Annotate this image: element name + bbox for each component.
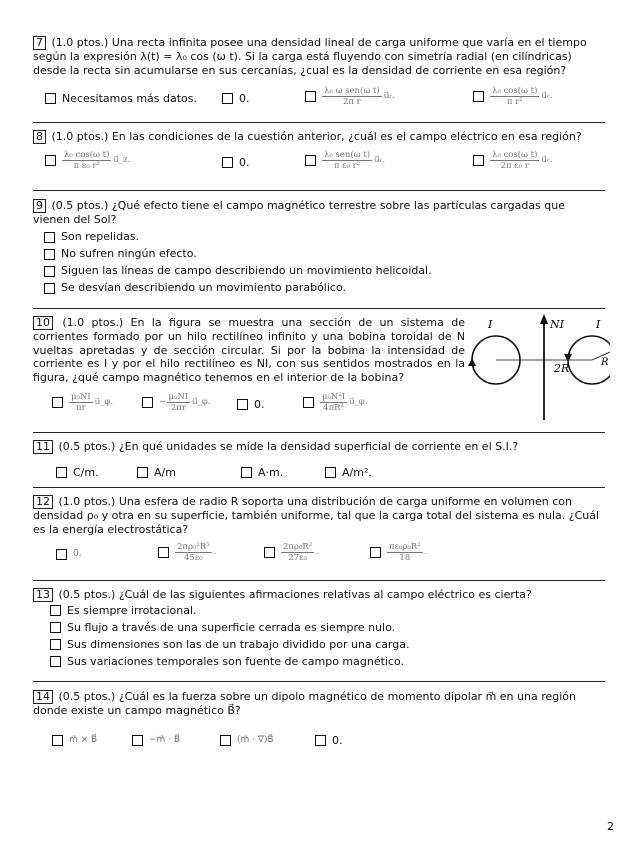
divider: [33, 308, 605, 309]
option[interactable]: C/m.: [56, 466, 99, 480]
checkbox[interactable]: [305, 155, 316, 166]
question-13: 13 (0.5 ptos.) ¿Cuál de las siguientes afirmaciones relativas al campo eléctrico es cierta? Es siempre irrotacional. Su flujo a través de una superficie cerrada es siempre nulo. Sus dimensiones son las de un trabajo dividido por una carga. Sus variaciones temporales son fuente de campo magnético.: [33, 588, 605, 672]
checkbox[interactable]: [241, 467, 252, 478]
option[interactable]: $\frac{\text{λ₀ cos(ω t)}}{\text{π ε₀ r²}}$ u⃗_z.: [45, 150, 130, 171]
checkbox[interactable]: [52, 735, 63, 746]
formula: $\frac{\text{μ₀NI}}{2\pi r}$: [168, 392, 189, 413]
arrow-down-icon: [468, 358, 476, 366]
option[interactable]: 0.: [237, 398, 265, 412]
option[interactable]: Su flujo a través de una superficie cerrada es siempre nulo.: [50, 619, 409, 636]
option[interactable]: (m⃗ · ∇⃗)B⃗: [220, 734, 274, 748]
checkbox[interactable]: [315, 735, 326, 746]
option[interactable]: $\frac{\text{2πρ₀R²}}{\text{27ε₀}}$ .: [264, 542, 319, 563]
divider: [33, 122, 605, 123]
option[interactable]: $\frac{\text{λ₀ sen(ω t)}}{\text{π ε₀ r²}}$ u⃗ᵣ.: [305, 150, 385, 171]
q9-options: [44, 229, 432, 297]
checkbox[interactable]: [45, 155, 56, 166]
q10-options: [0, 392, 600, 422]
checkbox[interactable]: [473, 91, 484, 102]
question-text: (1.0 ptos.) Una recta infinita posee una densidad lineal de carga uniforme que varía en el tiempo según la expresión λ(t) = λ₀ cos (ω t). Si la carga está fluyendo con simetría radial (en cilíndricas) desde la recta sin acumularse en sus cercanías, ¿cual es la densidad de corriente en esa región?: [33, 36, 587, 77]
option[interactable]: Se desvían describiendo un movimiento parabólico.: [44, 280, 432, 297]
formula: $\frac{\text{λ₀ sen(ω t)}}{\text{π ε₀ r²}}$: [324, 150, 371, 171]
option[interactable]: Son repelidas.: [44, 229, 432, 246]
option[interactable]: 0.: [56, 548, 82, 562]
question-11: 11 (0.5 ptos.) ¿En qué unidades se mide la densidad superficial de corriente en el S.I.?: [33, 440, 605, 454]
checkbox[interactable]: [473, 155, 484, 166]
divider: [33, 580, 605, 581]
question-8: 8 (1.0 ptos.) En las condiciones de la cuestión anterior, ¿cuál es el campo eléctrico en esa región?: [33, 130, 605, 144]
checkbox[interactable]: [56, 467, 67, 478]
option[interactable]: A·m.: [241, 466, 283, 480]
formula: $\frac{\text{λ₀ cos(ω t)}}{\text{2π ε₀ r}}$: [492, 150, 538, 171]
checkbox[interactable]: [142, 397, 153, 408]
divider: [33, 681, 605, 682]
checkbox[interactable]: [52, 397, 63, 408]
option[interactable]: Necesitamos más datos.: [45, 92, 197, 106]
checkbox[interactable]: [56, 549, 67, 560]
formula: $\frac{\text{2πρ₀R²}}{\text{27ε₀}}$: [283, 542, 313, 563]
option[interactable]: $\frac{\text{λ₀ ω sen(ω t)}}{\text{2π r}}$ u⃗ᵣ.: [305, 86, 395, 107]
question-number: 7: [33, 36, 46, 50]
q14-options: [0, 734, 600, 764]
option[interactable]: $\frac{\text{2πρ₀²R⁵}}{\text{45ε₀}}$ .: [158, 542, 216, 563]
formula: $\frac{\text{πε₀ρ₀R²}}{18}$: [389, 542, 421, 563]
q11-options: [0, 466, 600, 496]
formula: $\frac{\text{μ₀N²I}}{\text{4πR²}}$: [322, 392, 346, 413]
option[interactable]: Sus variaciones temporales son fuente de campo magnético.: [50, 653, 409, 670]
option[interactable]: Sus dimensiones son las de un trabajo dividido por una carga.: [50, 636, 409, 653]
question-9: 9 (0.5 ptos.) ¿Qué efecto tiene el campo magnético terrestre sobre las partículas cargadas que vienen del Sol? Son repelidas. No sufren ningún efecto. Siguen las líneas de campo describiendo un movimiento helicoidal. Se desvían describiendo un movimiento parabólico.: [33, 199, 605, 299]
label-R: R: [601, 357, 609, 368]
page-number: 2: [607, 820, 614, 833]
question-7: [33, 36, 605, 77]
option[interactable]: Es siempre irrotacional.: [50, 602, 409, 619]
option[interactable]: A/m: [137, 466, 176, 480]
question-10: 10 (1.0 ptos.) En la figura se muestra una sección de un sistema de corrientes formado por un hilo rectilíneo infinito y una bobina toroidal de N vueltas apretadas y de sección circular. Si por la bobina la intensidad de corriente es I y por el hilo rectilíneo es NI, con sus sentidos mostrados en la figura, ¿qué campo magnético tenemos en el interior de la bobina?: [33, 316, 465, 384]
q7-options: [0, 86, 600, 116]
option[interactable]: $\frac{\text{μ₀NI}}{\pi r}$ u⃗_φ.: [52, 392, 113, 413]
label-I-left: I: [488, 318, 493, 331]
option[interactable]: $\frac{\text{πε₀ρ₀R²}}{18}$ .: [370, 542, 427, 563]
formula: $\frac{\text{λ₀ cos(ω t)}}{\text{π ε₀ r²}}$: [64, 150, 110, 171]
option[interactable]: $\frac{\text{λ₀ cos(ω t)}}{\text{2π ε₀ r}}$ u⃗ᵣ.: [473, 150, 552, 171]
option[interactable]: $\frac{\text{μ₀N²I}}{\text{4πR²}}$ u⃗_φ.: [303, 392, 367, 413]
checkbox[interactable]: [137, 467, 148, 478]
checkbox[interactable]: [264, 547, 275, 558]
option[interactable]: 0.: [222, 92, 250, 106]
option[interactable]: −m⃗ · B⃗: [132, 734, 180, 748]
checkbox[interactable]: [370, 547, 381, 558]
checkbox[interactable]: [220, 735, 231, 746]
divider: [33, 190, 605, 191]
checkbox[interactable]: [305, 91, 316, 102]
arrow-up-icon: [564, 354, 572, 362]
checkbox[interactable]: [45, 93, 56, 104]
formula: $\frac{\text{2πρ₀²R⁵}}{\text{45ε₀}}$: [177, 542, 210, 563]
checkbox[interactable]: [325, 467, 336, 478]
divider: [33, 487, 605, 488]
option[interactable]: − $\frac{\text{μ₀NI}}{2\pi r}$ u⃗_φ.: [142, 392, 211, 413]
formula: $\frac{\text{μ₀NI}}{\pi r}$: [71, 392, 91, 413]
option[interactable]: 0.: [315, 734, 343, 748]
label-I-right: I: [596, 318, 601, 331]
question-14: 14 (0.5 ptos.) ¿Cuál es la fuerza sobre un dipolo magnético de momento dipolar m⃗ en una región donde existe un campo magnético B⃗?: [33, 690, 576, 717]
label-NI: NI: [550, 318, 564, 331]
divider: [33, 432, 605, 433]
checkbox[interactable]: [303, 397, 314, 408]
q8-options: [0, 150, 600, 180]
checkbox[interactable]: [237, 399, 248, 410]
checkbox[interactable]: [222, 157, 233, 168]
option[interactable]: 0.: [222, 156, 250, 170]
question-12: 12 (1.0 ptos.) Una esfera de radio R soporta una distribución de carga uniforme en volumen con densidad ρ₀ y otra en su superficie, también uniforme, tal que la carga total del sistema es nula. ¿Cuál es la energía electrostática?: [33, 495, 600, 536]
q12-options: [0, 542, 600, 572]
q13-options: [50, 602, 409, 670]
checkbox[interactable]: [132, 735, 143, 746]
option[interactable]: No sufren ningún efecto.: [44, 246, 432, 263]
arrow-up-icon: [540, 314, 548, 324]
formula: $\frac{\text{λ₀ ω sen(ω t)}}{\text{2π r}}$: [324, 86, 380, 107]
option[interactable]: A/m².: [325, 466, 372, 480]
option[interactable]: m⃗ × B⃗: [52, 734, 97, 748]
option[interactable]: $\frac{\text{λ₀ cos(ω t)}}{\text{π r²}}$ u⃗ᵣ.: [473, 86, 552, 107]
formula: $\frac{\text{λ₀ cos(ω t)}}{\text{π r²}}$: [492, 86, 538, 107]
option[interactable]: Siguen las líneas de campo describiendo un movimiento helicoidal.: [44, 263, 432, 280]
checkbox[interactable]: [222, 93, 233, 104]
checkbox[interactable]: [158, 547, 169, 558]
label-2R: 2R: [554, 362, 570, 375]
